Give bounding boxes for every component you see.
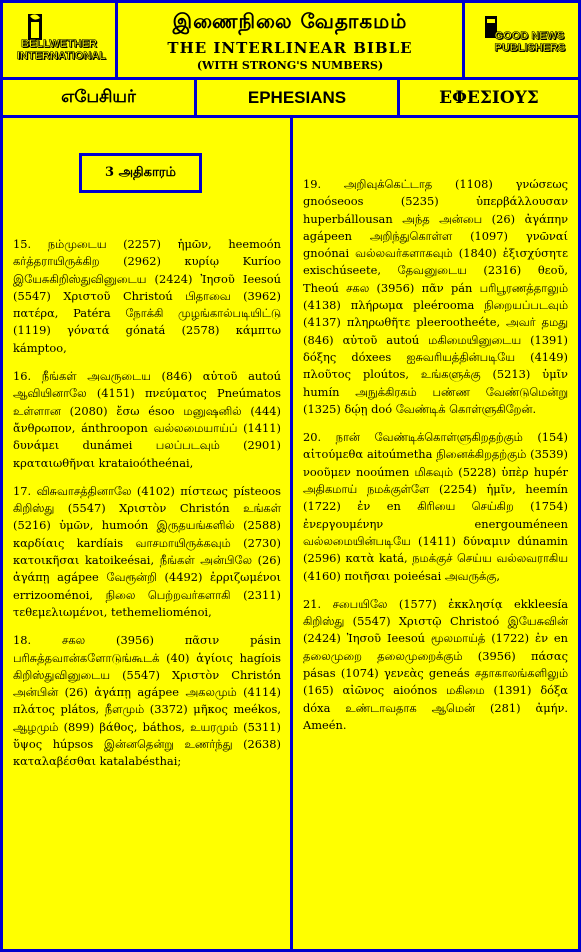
verse-18: 18. சகல (3956) πᾶσιν pásin பரிசுத்தவான்களோடுங்கூடக் (40) ἁγίοις hagíois கிறிஸ்துவினுடைய (5547) Χριστὸν Christón அன்பின் (26) ἀγάπῃ agápee அகலமும் (4114) πλάτος plátos, நீளமும் (3372) μῆκος meékos, ஆழமும் (899) βάθος, báthos, உயரமும் (5311) ὕψος húpsos இன்னதென்று உணர்ந்து (2638) καταλαβέσθαι katalabésthai;	[13, 633, 281, 769]
verse-17: 17. விசுவாசத்தினாலே (4102) πίστεως písteoos கிறிஸ்து (5547) Χριστὸν Christón உங்கள் (5216) ὑμῶν, humoón இருதயங்களில் (2588) καρδίαις kardíais வாசமாயிருக்கவும் (2730) κατοικῆσαι katoikeésai, நீங்கள் அன்பிலே (26) ἀγάπῃ agápee வேரூன்றி (4492) ἐρριζωμένοι errizooménoi, நிலை பெற்றவர்களாகி (2311) τεθεμελιωμένοι, tethemelioménoi,	[13, 483, 281, 619]
chapter-label: 3 அதிகாரம்	[79, 153, 202, 193]
good-news-logo	[478, 12, 566, 68]
lang-tamil: எபேசியர்	[0, 77, 197, 118]
bellwether-logo	[15, 12, 107, 68]
right-column-text	[303, 176, 568, 745]
title-english: THE INTERLINEAR BIBLE	[167, 39, 413, 57]
verse-21: 21. சபையிலே (1577) ἐκκλησίᾳ ekkleesía கிறிஸ்து (5547) Χριστῷ Christoó இயேசுவின் (2424) Ἰησοῦ Ieesoú மூலமாய்த் (1722) ἐν en தலைமுறை தலைமுறைக்கும் (3956) πάσας pásas (1074) γενεὰς geneás சதாகாலங்களிலும் (165) αἰῶνος aioónos மகிமை (1391) δόξα dóxa உண்டாவதாக ஆமென் (281) ἀμήν. Ameén.	[303, 596, 568, 732]
verse-15: 15. நம்முடைய (2257) ἡμῶν, heemoón கர்த்தராயிருக்கிற (2962) κυρίῳ Kuríoo இயேசுகிறிஸ்துவினுடைய (2424) Ἰησοῦ Ieesoú (5547) Χριστοῦ Christoú பிதாவை (3962) πατέρα, Patéra நோக்கி முழங்கால்படியிட்டு (1119) γόνατά gónatá (2578) κάμπτω kámptoo,	[13, 237, 281, 355]
right-logo-text: GOOD NEWS PUBLISHERS	[494, 30, 566, 54]
left-column-text	[13, 236, 281, 782]
lang-greek: ΕΦΕΣΙΟΥΣ	[397, 77, 581, 118]
title-tamil: இணைநிலை வேதாகமம்	[172, 9, 408, 33]
verse-19: 19. அறிவுக்கெட்டாத (1108) γνώσεως gnoóseoos (5235) ὑπερβάλλουσαν huperbállousan அந்த அன்பை (26) ἀγάπην agápeen அறிந்துகொள்ள (1097) γνῶναί gnoónai வல்லவர்களாகவும் (1840) ἐξισχύσητε exischúseete, தேவனுடைய (2316) θεοῦ, Theoú சகல (3956) πᾶν pán பரிபூரணத்தாலும் (4138) πλήρωμα pleérooma நிறையப்படவும் (4137) πληρωθῆτε pleerootheéte, அவர் தமது (846) αὐτοῦ autoú மகிமையினுடைய (1391) δόξης dóxees ஐசுவரியத்தின்படியே (4149) πλοῦτος ploútos, உங்களுக்கு (5213) ὑμῖν humín அநுக்கிரகம் பண்ண வேண்டுமென்று (1325) δῴῃ doó வேண்டிக் கொள்ளுகிறேன்.	[303, 177, 568, 416]
left-logo-text: BELLWETHER INTERNATIONAL	[17, 38, 107, 62]
title-panel	[115, 0, 465, 80]
subtitle: (WITH STRONG'S NUMBERS)	[196, 59, 384, 72]
verse-16: 16. நீங்கள் அவருடைய (846) αὐτοῦ autoú ஆவியினாலே (4151) πνεύματος Pneúmatos உள்ளான (2080) ἔσω ésoo மனுஷனில் (444) ἄνθρωπον, ánthroopon வல்லமையாய்ப் (1411) δυνάμει dunámei பலப்படவும் (2901) κραταιωθῆναι krataioótheénai,	[13, 369, 281, 470]
left-logo-panel	[0, 0, 118, 80]
right-logo-panel	[462, 0, 581, 80]
lang-english: EPHESIANS	[194, 77, 400, 118]
verse-20: 20. நான் வேண்டிக்கொள்ளுகிறதற்கும் (154) αἰτούμεθα aitoúmetha நினைக்கிறதற்கும் (3539) νοοῦμεν nooúmen மிகவும் (5228) ὑπὲρ hupér அதிகமாய் நமக்குள்ளே (2254) ἡμῖν, heemín (1722) ἐν en கிரியை செய்கிற (1754) ἐνεργουμένην energouméneen வல்லமையின்படியே (1411) δύναμιν dúnamin (2596) κατὰ katá, நமக்குச் செய்ய வல்லவராகிய (4160) ποιῆσαι poieésai அவருக்கு,	[303, 430, 568, 583]
